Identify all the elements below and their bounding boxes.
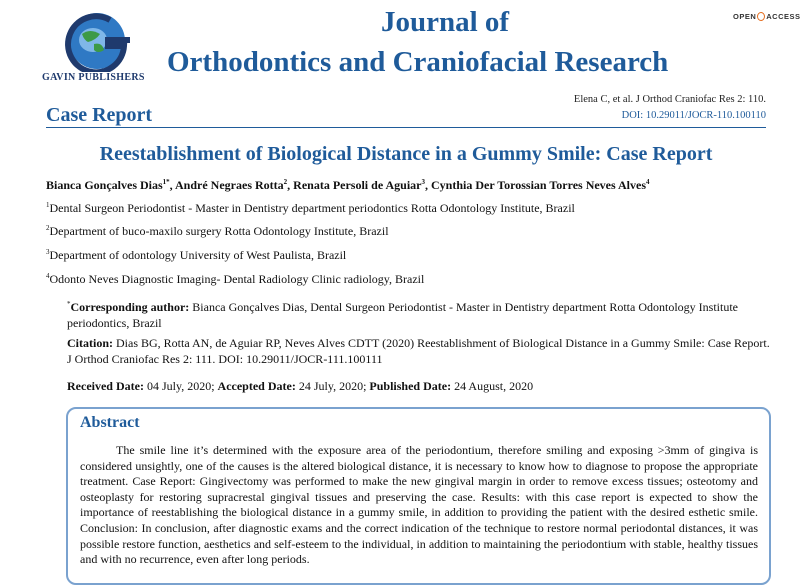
affiliation-1: $^1$Dental Surgeon Periodontist - Master in Dentistry department periodontics Rotta Odontology Institute, Brazil (46, 201, 575, 215)
citation: Citation: Dias BG, Rotta AN, de Aguiar RP, Neves Alves CDTT (2020) Reestablishment of Biological Distance in a Gummy Smile: Case Report. J Orthod Craniofac Res 2: 111. DOI: 10.29011/JOCR-111.100111 (67, 336, 770, 366)
short-citation: Elena C, et al. J Orthod Craniofac Res 2: 110. (573, 94, 766, 105)
author-name: Bianca Gonçalves Dias (46, 178, 163, 192)
article-title: Reestablishment of Biological Distance in a Gummy Smile: Case Report (99, 143, 713, 165)
affiliation-3: $^3$Department of odontology University of West Paulista, Brazil (46, 248, 347, 262)
open-access-left: OPEN (733, 12, 757, 21)
author-list: Bianca Gonçalves Dias$^{1*}$, André Negraes Rotta$^2$, Renata Persoli de Aguiar$^3$, Cynthia Der Torossian Torres Neves Alves$^4$ (46, 178, 650, 192)
author-sup: 2 (283, 178, 288, 186)
abstract-heading: Abstract (80, 414, 140, 431)
author-sup: 1* (162, 178, 170, 186)
citation-label: Citation: (67, 336, 113, 350)
author-sup: 3 (421, 178, 425, 186)
journal-title-line2: Orthodontics and Craniofacial Research (167, 46, 669, 78)
article-dates: Received Date: 04 July, 2020; Accepted Date: 24 July, 2020; Published Date: 24 August, 2020 (67, 379, 534, 393)
corresponding-author: *Corresponding author: Bianca Gonçalves Dias, Dental Surgeon Periodontist - Master in Dentistry department Rotta Odontology Institute periodontics, Brazil (67, 300, 738, 330)
publisher-name: GAVIN PUBLISHERS (42, 72, 145, 83)
open-access-right: ACCESS (766, 12, 801, 21)
author-name: Cynthia Der Torossian Torres Neves Alves (430, 178, 647, 192)
article-type: Case Report (46, 104, 153, 126)
journal-title-line1: Journal of (380, 6, 510, 38)
author-name: Renata Persoli de Aguiar (293, 178, 422, 192)
header-divider (46, 127, 766, 128)
open-lock-icon (757, 12, 765, 21)
author-name: André Negraes Rotta (175, 178, 284, 192)
affiliation-4: $^4$Odonto Neves Diagnostic Imaging- Dental Radiology Clinic radiology, Brazil (46, 272, 425, 286)
corresponding-label: Corresponding author: (70, 300, 190, 314)
doi-link[interactable]: DOI: 10.29011/JOCR-110.100110 (621, 110, 766, 121)
author-sup: 4 (646, 178, 650, 186)
open-access-badge (733, 12, 801, 21)
affiliation-2: $^2$Department of buco-maxilo surgery Rotta Odontology Institute, Brazil (46, 224, 389, 238)
abstract-text: The smile line it’s determined with the exposure area of the periodontium, therefore smiling and exposing >3mm of gingiva is considered unsightly, one of the causes is the altered biological distance, it is necessary to know how to diagnose to propose the appropriate treatment. Case Report: Gingivectomy was performed to make the new gingival margin in order to remove excess tissues; osteotomy and osteoplasty for restoring supracrestal gingival tissues and preserving the case. Results: with this case report is expected to show the importance of reestablishing the biological distance in a gummy smile, in addition to providing the patient with the desired esthetic smile. Conclusion: In conclusion, after diagnostic exams and the correct indication of the technique to restore normal periodontal distances, it was possible restore function, aesthetics and self-esteem to the individual, in addition to maintaining the periodontium with stable, healthy tissues and with no recurrence, even after long periods. (80, 443, 758, 567)
